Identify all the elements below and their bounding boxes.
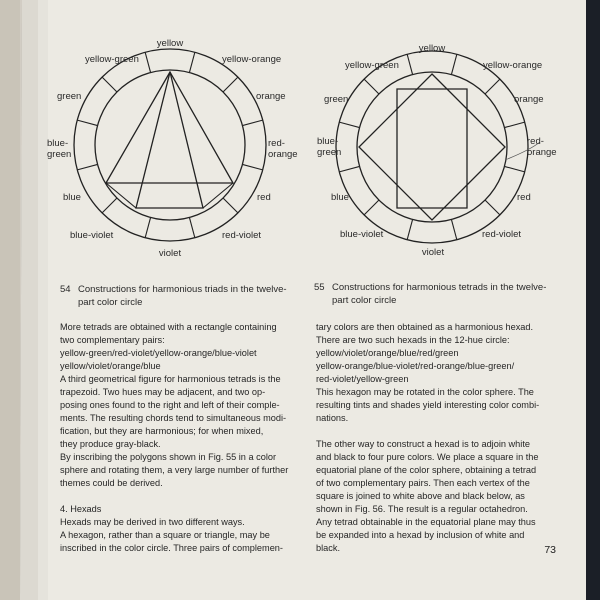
text-line: red-violet/yellow-green bbox=[316, 374, 409, 384]
text-line: Any tetrad obtainable in the equatorial plane may thus bbox=[316, 517, 536, 527]
label-yellow: yellow bbox=[156, 38, 184, 49]
label-violet: violet bbox=[158, 248, 182, 259]
text-line: square is joined to white above and black below, as bbox=[316, 491, 525, 501]
text-line: trapezoid. Two hues may be adjacent, and two op- bbox=[60, 387, 266, 397]
label-blue: blue bbox=[331, 192, 349, 203]
text-line: A third geometrical figure for harmonious tetrads is the bbox=[60, 374, 281, 384]
label-blue-green-line1: blue- bbox=[317, 136, 339, 147]
label-blue-violet: blue-violet bbox=[340, 229, 384, 240]
label-red-orange-line1: red- bbox=[527, 136, 544, 147]
text-line: tary colors are then obtained as a harmonious hexad. bbox=[316, 322, 534, 332]
section-heading-hexads: 4. Hexads bbox=[60, 504, 102, 514]
text-line: yellow/violet/orange/blue bbox=[60, 361, 161, 371]
text-line: yellow-green/red-violet/yellow-orange/blue-violet bbox=[60, 348, 257, 358]
label-red-orange-line2: orange bbox=[268, 149, 298, 160]
label-yellow-orange: yellow-orange bbox=[483, 60, 543, 71]
text-line: and black to four pure colors. We place a square in the bbox=[316, 452, 539, 462]
label-orange: orange bbox=[256, 91, 286, 102]
text-line: shown in Fig. 56. The result is a regular octahedron. bbox=[316, 504, 528, 514]
label-green: green bbox=[324, 94, 349, 105]
facing-page-edge bbox=[0, 0, 22, 600]
label-yellow: yellow bbox=[418, 43, 446, 54]
text-line: black. bbox=[316, 543, 341, 553]
text-line: fication, but they are harmonious; for when mixed, bbox=[60, 426, 264, 436]
text-line: yellow/violet/orange/blue/red/green bbox=[316, 348, 459, 358]
text-line: two complementary pairs: bbox=[60, 335, 165, 345]
label-blue-violet: blue-violet bbox=[70, 230, 114, 241]
label-red-orange-line2: orange bbox=[527, 147, 557, 158]
page-number: 73 bbox=[544, 544, 556, 556]
caption-number: 54 bbox=[60, 284, 71, 295]
text-line: sphere and rotating them, a very large number of further bbox=[60, 465, 289, 475]
label-blue-green-line2: green bbox=[317, 147, 342, 158]
label-red: red bbox=[257, 192, 271, 203]
text-line: of two complementary pairs. Then each vertex of the bbox=[316, 478, 530, 488]
caption-line: part color circle bbox=[78, 297, 143, 308]
label-red-violet: red-violet bbox=[222, 230, 262, 241]
label-red: red bbox=[517, 192, 531, 203]
caption-line: Constructions for harmonious triads in the twelve- bbox=[78, 284, 287, 295]
text-line: resulting tints and shades yield interesting color combi- bbox=[316, 400, 540, 410]
caption-line: part color circle bbox=[332, 295, 397, 306]
text-line: inscribed in the color circle. Three pairs of complemen- bbox=[60, 543, 283, 553]
gutter-shadow bbox=[20, 0, 38, 600]
text-line: By inscribing the polygons shown in Fig. 55 in a color bbox=[60, 452, 277, 462]
label-yellow-green: yellow-green bbox=[345, 60, 399, 71]
label-orange: orange bbox=[514, 94, 544, 105]
label-blue-green-line2: green bbox=[47, 149, 72, 160]
text-line: A hexagon, rather than a square or triangle, may be bbox=[60, 530, 270, 540]
text-line: themes could be derived. bbox=[60, 478, 163, 488]
text-line: ments. The resulting chords tend to simultaneous modi- bbox=[60, 413, 287, 423]
text-line: yellow-orange/blue-violet/red-orange/blue-green/ bbox=[316, 361, 515, 371]
label-green: green bbox=[57, 91, 82, 102]
text-line: equatorial plane of the color sphere, obtaining a tetrad bbox=[316, 465, 537, 475]
text-line: Hexads may be derived in two different ways. bbox=[60, 517, 245, 527]
caption-line: Constructions for harmonious tetrads in the twelve- bbox=[332, 282, 547, 293]
text-line: There are two such hexads in the 12-hue circle: bbox=[316, 335, 510, 345]
text-line: This hexagon may be rotated in the color sphere. The bbox=[316, 387, 534, 397]
text-line: The other way to construct a hexad is to adjoin white bbox=[316, 439, 530, 449]
label-violet: violet bbox=[421, 247, 445, 258]
text-line: they produce gray-black. bbox=[60, 439, 161, 449]
label-blue-green-line1: blue- bbox=[47, 138, 69, 149]
text-line: More tetrads are obtained with a rectangle containing bbox=[60, 322, 277, 332]
label-yellow-orange: yellow-orange bbox=[222, 54, 282, 65]
label-yellow-green: yellow-green bbox=[85, 54, 139, 65]
label-red-violet: red-violet bbox=[482, 229, 522, 240]
text-line: be expanded into a hexad by inclusion of white and bbox=[316, 530, 525, 540]
label-blue: blue bbox=[63, 192, 81, 203]
label-red-orange-line1: red- bbox=[268, 138, 285, 149]
text-line: posing ones found to the right and left of their comple- bbox=[60, 400, 280, 410]
text-line: nations. bbox=[316, 413, 349, 423]
caption-number: 55 bbox=[314, 282, 325, 293]
